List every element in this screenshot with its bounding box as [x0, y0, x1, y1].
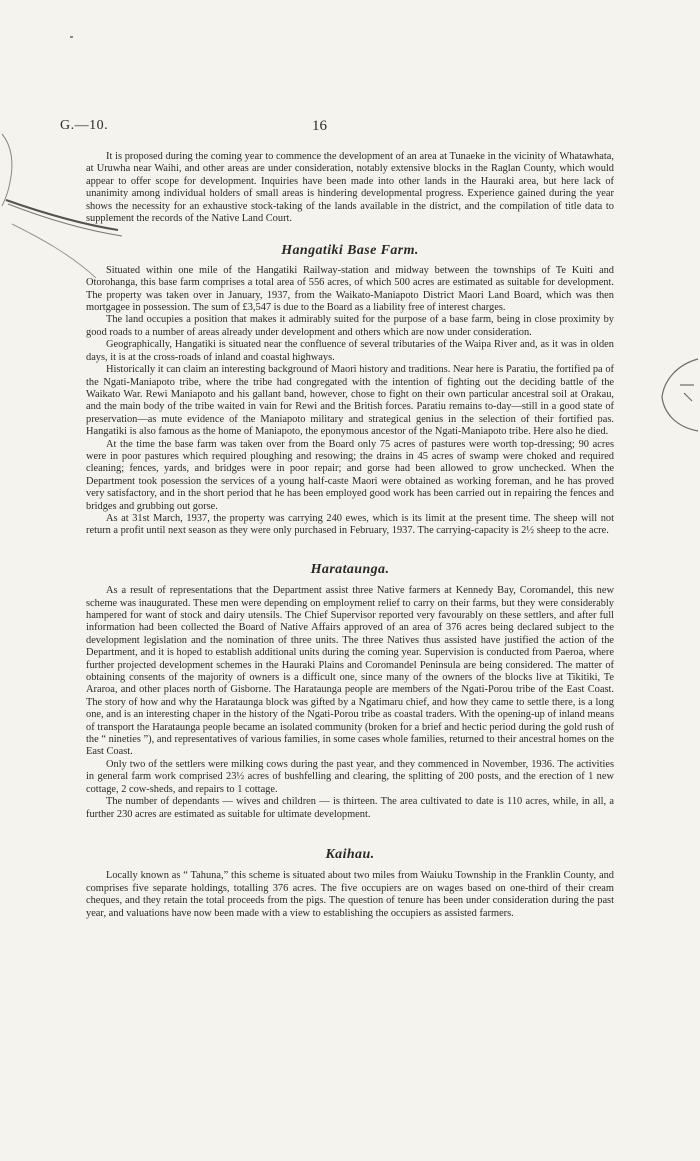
paragraph: The land occupies a position that makes it admirably suited for the purpose of a base farm, being in close proximity by good roads to a number of areas already under development and others which are now under consideration. [86, 314, 614, 338]
paragraph: As a result of representations that the Department assist three Native farmers at Kennedy Bay, Coromandel, this new scheme was inaugurated. These men were depending on employment relief to carry on their farms, but they were considerably hampered for want of stock and dairy utensils. The Chief Supervisor reported very favourably on these settlers, and after full information had been collected the Board of Native Affairs approved of an area of 376 acres being declared subject to the development legislation and the nomination of three units. The three Natives thus assisted have justified the action of the Department, and it is hoped to establish additional units during the coming year. Supervision is conducted from Paeroa, where further projected development schemes in the Hauraki Plains and Coromandel Peninsula are being considered. The matter of obtaining consents of the majority of owners is a difficult one, since many of the owners of the blocks live at Tikitiki, Te Araroa, and other places north of Gisborne. The Harataunga people are members of the Ngati-Porou tribe of the East Coast. The story of how and why the Harataunga block was gifted by a Ngatimaru chief, and how they came to settle there, is a long one, and is an interesting chaper in the history of the Ngati-Porou tribe as coastal traders. With the opening-up of inland means of transport the Harataunga people became an isolated community (broken for a brief and hectic period during the gold rush of the “ nineties ”), and representatives of various families, in some cases whole families, returned to their ancestral homes on the East Coast. [86, 585, 614, 758]
page-number: 16 [312, 118, 327, 134]
paragraph: Historically it can claim an interesting background of Maori history and traditions. Near here is Paratiu, the fortified pa of the Ngati-Maniapoto tribe, where the tribe had congregated with the intention of fighting out the deciding battle of the Waikato War. Rewi Maniapoto and his gallant band, however, chose to fight on their own particular ancestral soil at Orakau, and the main body of the tribe waited in vain for Rewi and the British forces. Paratiu remains to-day—still in a good state of preservation—as mute evidence of the Maniapoto military and strategical genius in the selection of their fortified pas. Hangatiki is also famous as the home of Maniapoto, the eponymous ancestor of the Ngati-Maniapoto tribe. Here also he died. [86, 364, 614, 438]
paragraph: Situated within one mile of the Hangatiki Railway-station and midway between the townships of Te Kuiti and Otorohanga, this base farm comprises a total area of 556 acres, of which 500 acres are estimated as suitable for development. The property was taken over in January, 1937, from the Waikato-Maniapoto District Maori Land Board, which was then mortgagee in possession. The sum of £3,547 is due to the Board as a liability free of interest charges. [86, 264, 614, 314]
intro-paragraph: It is proposed during the coming year to commence the development of an area at Tunaeke in the vicinity of Whatawhata, at Uruwha near Waihi, and other areas are under consideration, notably extensive blocks in the Raglan County, which would appear to offer scope for development. Inquiries have been made into other lands in the Hauraki area, but here lack of unanimity among individual holders of small areas is hindering developmental progress. Experience gained during the year shows the necessity for an exhaustive stock-taking of the lands available in the district, and the compilation of title data to supplement the records of the Native Land Court. [86, 151, 614, 225]
page-header [60, 118, 620, 138]
scan-speck [70, 36, 73, 38]
paragraph: As at 31st March, 1937, the property was carrying 240 ewes, which is its limit at the present time. The sheep will not return a profit until next season as they were only purchased in February, 1937. The carrying-capacity is 2½ sheep to the acre. [86, 512, 614, 537]
paragraph: Only two of the settlers were milking cows during the past year, and they commenced in November, 1936. The activities in general farm work comprised 23½ acres of bushfelling and clearing, the splitting of 200 posts, and the erection of 1 new cottage, 2 cow-sheds, and repairs to 1 cottage. [86, 758, 614, 795]
right-margin-bracket-mark [640, 355, 700, 435]
section-heading-hangatiki: Hangatiki Base Farm. [281, 243, 419, 259]
document-reference: G.—10. [60, 118, 109, 133]
paragraph: Locally known as “ Tahuna,” this scheme is situated about two miles from Waiuku Township in the Franklin County, and comprises five separate holdings, totalling 376 acres. The five occupiers are on wages based on one-third of their cream cheques, and they retain the total proceeds from the pigs. The question of tenure has been under consideration during the past year, and valuations have now been made with a view to establishing the occupiers as assisted farmers. [86, 870, 614, 919]
paragraph: The number of dependants — wives and children — is thirteen. The area cultivated to date is 110 acres, while, in all, a further 230 acres are estimated as suitable for ultimate development. [86, 796, 614, 820]
paragraph: At the time the base farm was taken over from the Board only 75 acres of pastures were worth top-dressing; 90 acres were in poor pastures which required ploughing and resowing; the drains in 45 acres of swamp were choked and required cleaning; fences, yards, and bridges were in poor repair; and gorse had been allowed to grow unchecked. When the Department took posession the services of a young half-caste Maori were obtained as working foreman, and he has proved very satisfactory, and in the short period that he has been employed good work has been carried out in repairing the fences and bridges and grubbing out gorse. [86, 438, 614, 512]
section-heading-kaihau: Kaihau. [325, 846, 375, 862]
page-body [86, 151, 614, 920]
section-heading-harataunga: Harataunga. [310, 561, 390, 577]
paragraph: Geographically, Hangatiki is situated near the confluence of several tributaries of the Waipa River and, as it was in olden days, it is at the cross-roads of inland and coastal highways. [86, 339, 614, 363]
